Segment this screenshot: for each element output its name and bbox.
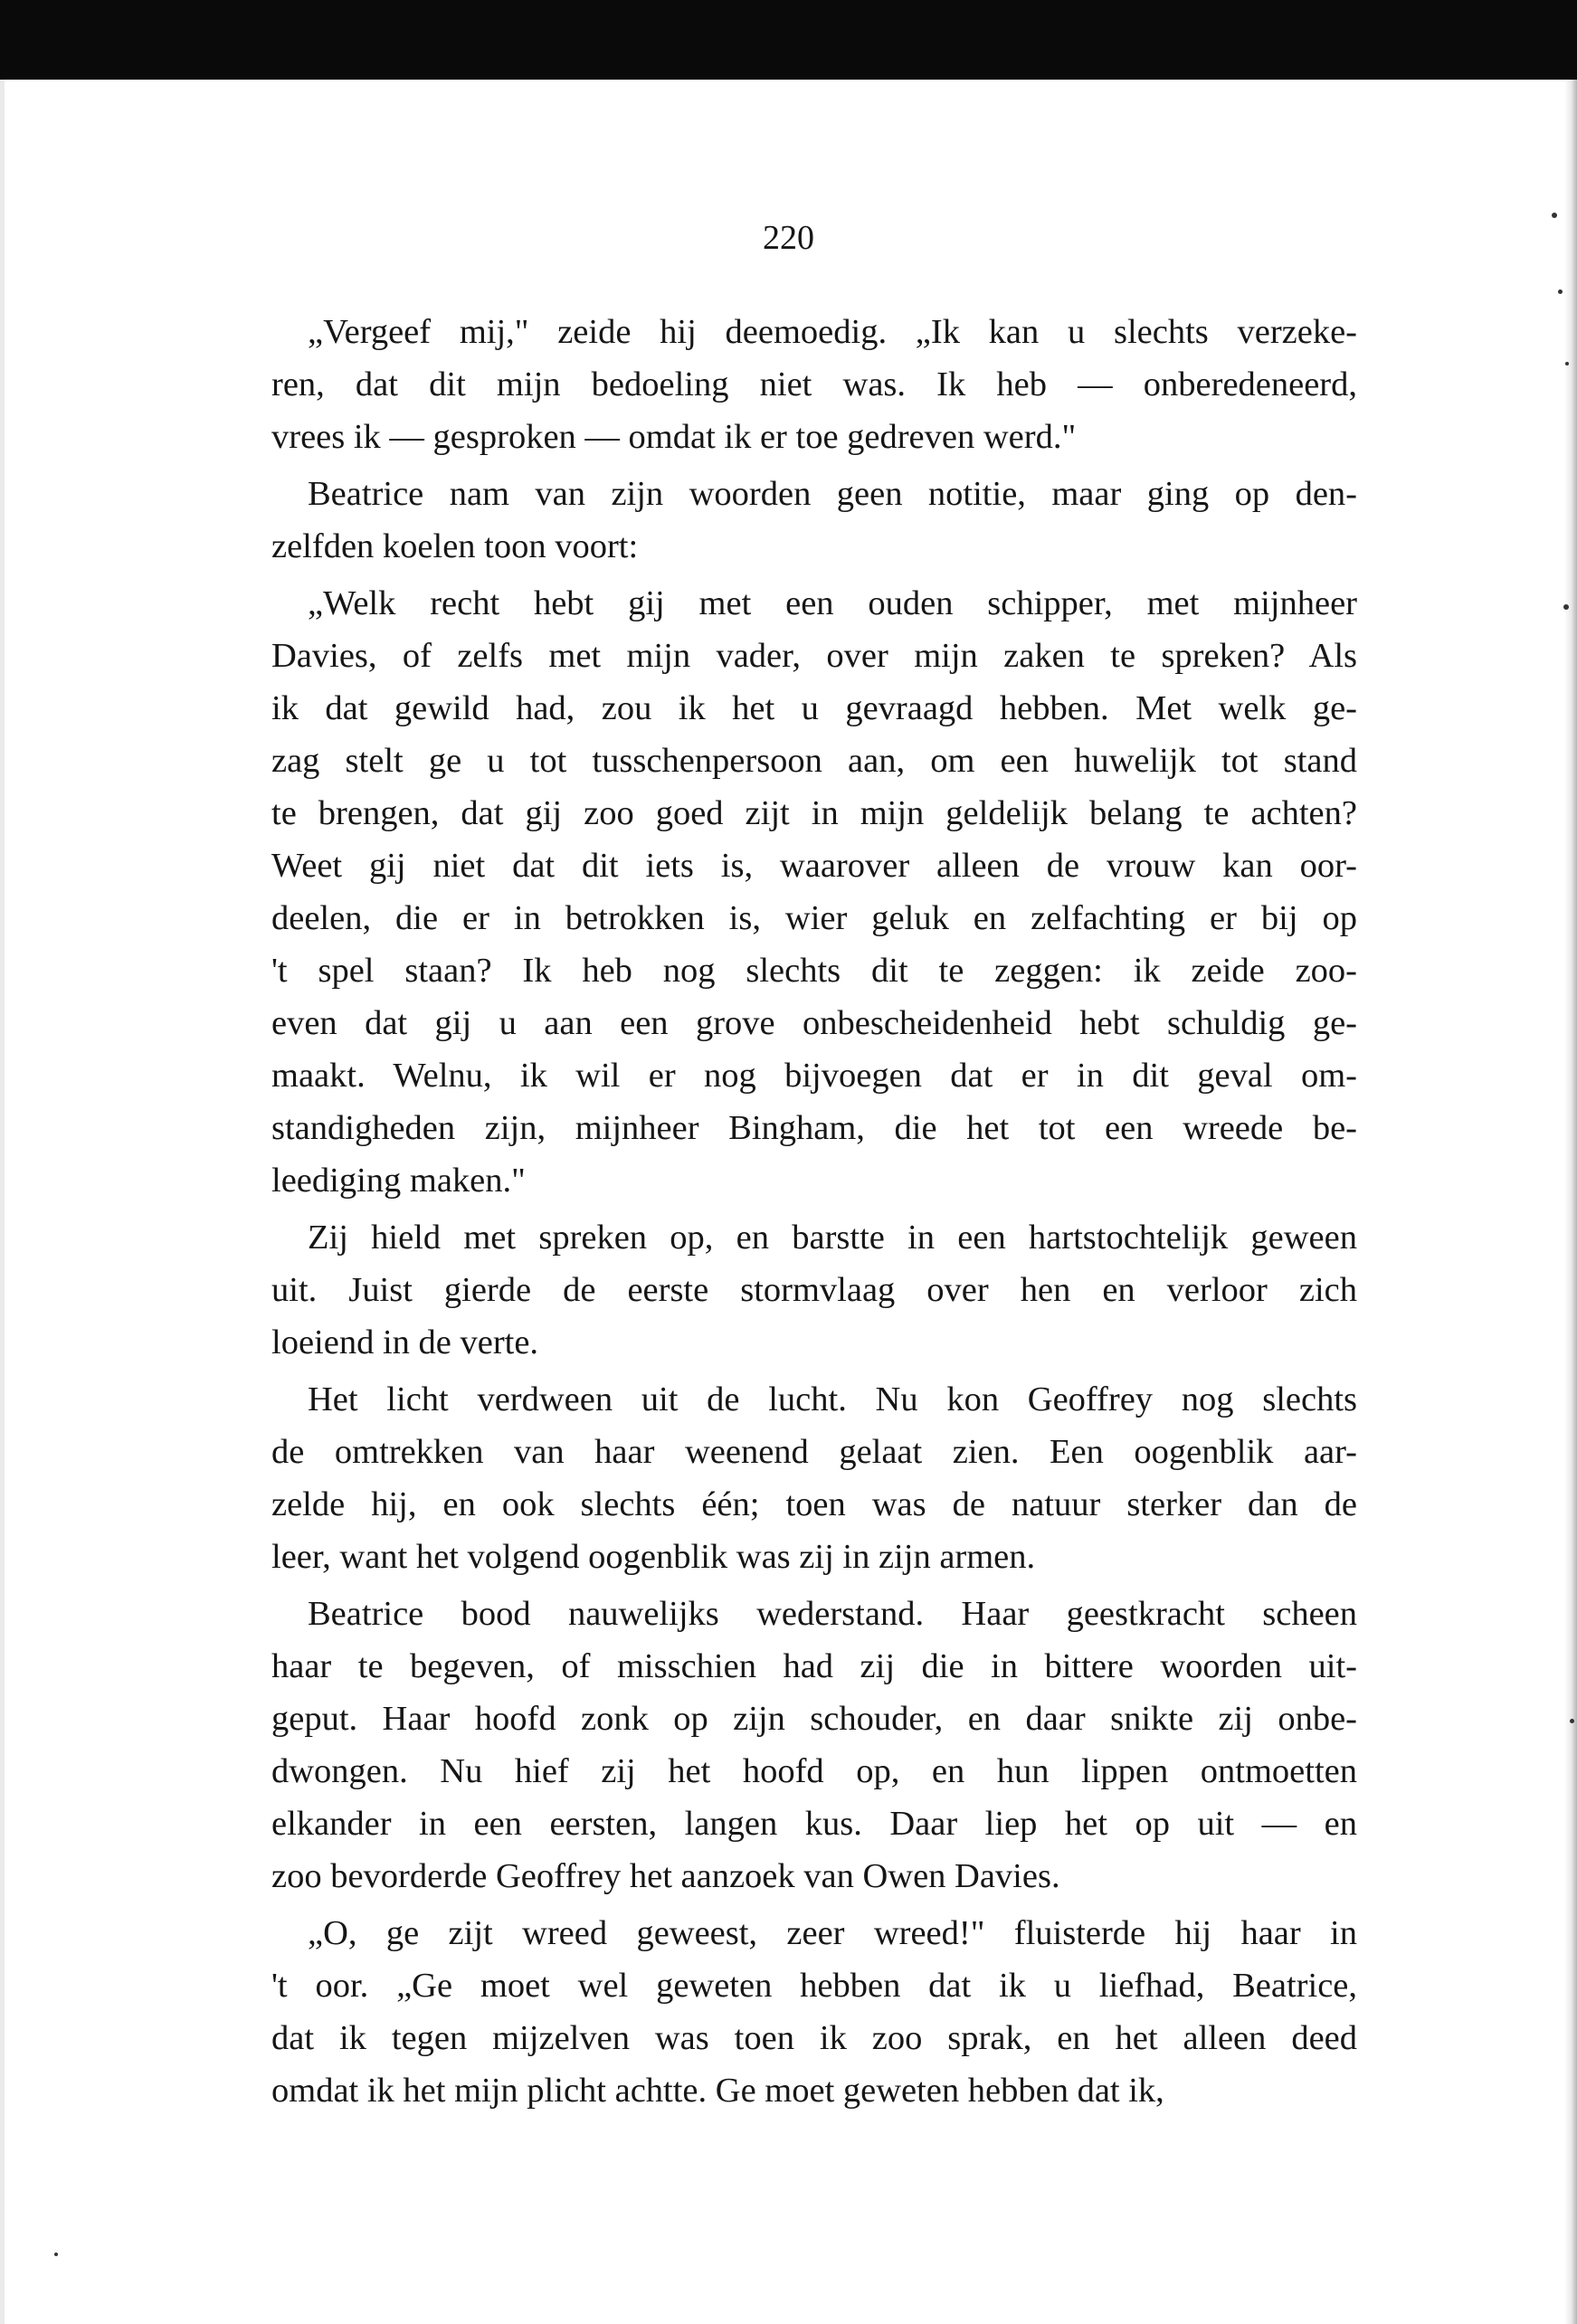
text-line: even dat gij u aan een grove onbescheidenheid hebt schuldig ge-	[271, 1004, 1357, 1042]
text-line: „Vergeef mij," zeide hij deemoedig. „Ik kan u slechts verzeke-	[308, 313, 1357, 351]
text-line: vrees ik — gesproken — omdat ik er toe gedreven werd."	[271, 418, 1077, 456]
text-line: Davies, of zelfs met mijn vader, over mijn zaken te spreken? Als	[271, 637, 1357, 675]
paragraph	[271, 468, 1357, 573]
text-line: Beatrice nam van zijn woorden geen notitie, maar ging op den-	[308, 475, 1357, 513]
text-line: 't oor. „Ge moet wel geweten hebben dat ik u liefhad, Beatrice,	[271, 1967, 1357, 2005]
text-line: leer, want het volgend oogenblik was zij in zijn armen.	[271, 1538, 1036, 1576]
text-line: dwongen. Nu hief zij het hoofd op, en hun lippen ontmoetten	[271, 1752, 1357, 1790]
text-line: Beatrice bood nauwelijks wederstand. Haar geestkracht scheen	[308, 1595, 1357, 1633]
paragraph	[271, 1588, 1357, 1902]
text-line: „O, ge zijt wreed geweest, zeer wreed!" fluisterde hij haar in	[308, 1914, 1357, 1952]
scan-speck	[1565, 362, 1569, 365]
scan-speck	[1558, 289, 1563, 294]
text-line: zoo bevorderde Geoffrey het aanzoek van Owen Davies.	[271, 1857, 1060, 1895]
scan-border-top	[0, 0, 1577, 80]
text-line: 't spel staan? Ik heb nog slechts dit te zeggen: ik zeide zoo-	[271, 952, 1357, 990]
text-line: leediging maken."	[271, 1162, 526, 1200]
text-line: de omtrekken van haar weenend gelaat zien. Een oogenblik aar-	[271, 1433, 1357, 1471]
scan-speck	[1563, 604, 1569, 610]
paragraph	[271, 1211, 1357, 1369]
text-line: zelde hij, en ook slechts één; toen was de natuur sterker dan de	[271, 1485, 1357, 1523]
text-line: zag stelt ge u tot tusschenpersoon aan, om een huwelijk tot stand	[271, 742, 1357, 780]
text-line: Zij hield met spreken op, en barstte in een hartstochtelijk geween	[308, 1219, 1357, 1257]
text-line: „Welk recht hebt gij met een ouden schipper, met mijnheer	[308, 584, 1357, 622]
scan-speck	[54, 2253, 58, 2256]
text-line: zelfden koelen toon voort:	[271, 527, 639, 565]
text-line: maakt. Welnu, ik wil er nog bijvoegen dat er in dit geval om-	[271, 1057, 1357, 1095]
text-line: standigheden zijn, mijnheer Bingham, die het tot een wreede be-	[271, 1109, 1357, 1147]
paragraph	[271, 306, 1357, 463]
book-text	[271, 306, 1357, 2121]
text-line: uit. Juist gierde de eerste stormvlaag over hen en verloor zich	[271, 1271, 1357, 1309]
text-line: deelen, die er in betrokken is, wier geluk en zelfachting er bij op	[271, 899, 1357, 937]
text-line: elkander in een eersten, langen kus. Daar liep het op uit — en	[271, 1805, 1357, 1843]
text-line: Het licht verdween uit de lucht. Nu kon Geoffrey nog slechts	[308, 1380, 1357, 1418]
paragraph	[271, 1907, 1357, 2117]
text-line: ren, dat dit mijn bedoeling niet was. Ik heb — onberedeneerd,	[271, 365, 1357, 403]
text-line: dat ik tegen mijzelven was toen ik zoo sprak, en het alleen deed	[271, 2019, 1357, 2057]
text-line: omdat ik het mijn plicht achtte. Ge moet geweten hebben dat ik,	[271, 2072, 1164, 2110]
text-line: haar te begeven, of misschien had zij die in bittere woorden uit-	[271, 1647, 1357, 1685]
paragraph	[271, 1373, 1357, 1583]
text-line: geput. Haar hoofd zonk op zijn schouder, en daar snikte zij onbe-	[271, 1700, 1357, 1738]
text-line: Weet gij niet dat dit iets is, waarover alleen de vrouw kan oor-	[271, 847, 1357, 885]
text-line: ik dat gewild had, zou ik het u gevraagd hebben. Met welk ge-	[271, 689, 1357, 727]
text-line: loeiend in de verte.	[271, 1323, 539, 1361]
text-line: te brengen, dat gij zoo goed zijt in mijn geldelijk belang te achten?	[271, 794, 1357, 832]
page-number: 220	[763, 219, 814, 257]
scan-border-left	[0, 80, 5, 2324]
scan-border-right	[1564, 80, 1577, 2324]
scan-speck	[1570, 1719, 1574, 1723]
paragraph	[271, 577, 1357, 1207]
